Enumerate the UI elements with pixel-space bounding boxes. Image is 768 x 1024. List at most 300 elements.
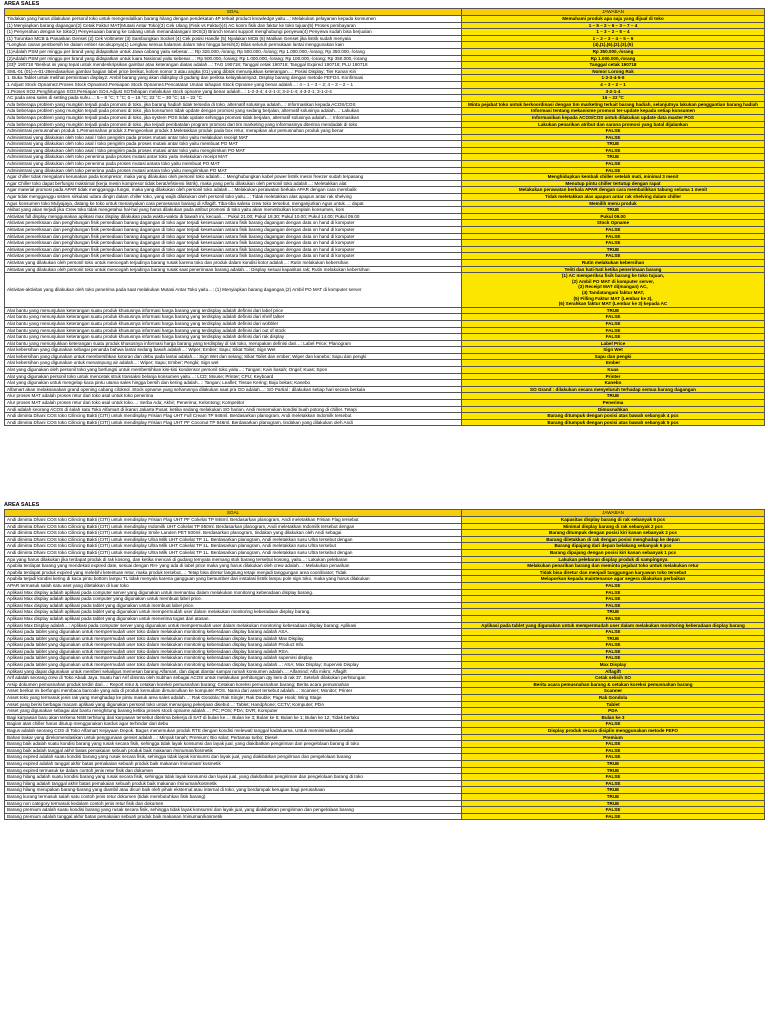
question-cell: Alat bantu yang menunjukan keterangan suatu produk khususnya informasi harga barang yang terdisplay adalah definisi dari out of stock — [5, 327, 462, 334]
question-cell: Alat bantu yang menunjukan keterangan suatu produk khususnya informasi harga barang yang terdisplay adalah definisi dari label price — [5, 307, 462, 314]
question-cell: Aktivitas yang dilakukan oleh personil toko untuk mencegah terjadinya barang rusak karena toko dan produk dalam kondisi kotor adalah…: Rutin melakukan kebersihan — [5, 259, 462, 266]
answer-cell: FALSE — [462, 589, 765, 596]
answer-cell: FALSE — [462, 227, 765, 234]
question-cell: Barang expired adalah tanggal akhir batas pemakaian sebuah produk baik makanan /minuman/ kosmetik — [5, 760, 462, 767]
table-row — [5, 207, 765, 214]
table-row — [5, 200, 765, 207]
table-row — [5, 701, 765, 708]
question-cell: Agar tidak mengganggu sistem sirkulasi udara dingin dalam chiller toko, yang wajib dilakukan oleh personil toko yaitu…: Tidak meletakkan alas apapun antar rak shelving — [5, 194, 462, 201]
table-row — [5, 523, 765, 530]
question-cell: Apabila terdapat produk expired yang melebihi ketentuan retur, maka produk tersebut…: Tetap bisa diretur langsung tetapi menjadi tanggungan area coordinator; Tidak — [5, 569, 462, 576]
answer-cell: TRUE — [462, 393, 765, 400]
answer-cell: Barang ditumpuk dengan posisi atas bawah sebanyak 5 pcs — [462, 419, 765, 426]
question-cell: Apabila terjadi kondisi kering di kaca pintu bottom lampu TL tidak menyala karena gangguan yang bersumber dari instalasi listrik lampu pole sign toko, maka yang harus dilakukan — [5, 576, 462, 583]
answer-cell: Lakukan pelebaran display produk di sampingnya — [462, 556, 765, 563]
table-row — [5, 582, 765, 589]
table-row — [5, 747, 765, 754]
answer-cell: Dimusnahkan — [462, 406, 765, 413]
answer-cell: Melaporkan kepada maintenance agar segera dilakukan perbaikan — [462, 576, 765, 583]
question-cell: Barang premium adalah suatu kondisi barang yang rusak secara fisik, sehingga tidak layak konsumsi dan layak jual, yang diakibatkan pengiriman dan pengelolaan barang — [5, 807, 462, 814]
answer-cell: TRUE — [462, 767, 765, 774]
table-row — [5, 167, 765, 174]
question-cell: Andi diminta Dhani COS toko Cilincing Bakti (CITI) untuk mendisplay Ultra Milk UHT Cokelat TP 1L. Berdasarkan planogram, Andi meletakkan susu Ultra tersebut dengan — [5, 549, 462, 556]
answer-cell: FALSE — [462, 629, 765, 636]
question-cell: Aktivitas pemeriksaan dan penghitungan fisik persediaan barang dagangan di toko agar terjadi kesesuaian antara fisik barang dagangan dengan data on hand di komputer — [5, 233, 462, 240]
answer-cell: TRUE — [462, 246, 765, 253]
question-cell: Aktivitas full display menggunakan aplikasi max display dilakukan pada waktu-waktu di bawah ini, kecuali…: Pukul 21.00; Pukul 18.30; Pukul 10.00; Pukul 14.00; Pukul 09.00 — [5, 213, 462, 220]
question-cell: Barang hilang adalah suatu kondisi barang yang rusak secara fisik, sehingga tidak layak konsumsi dan layak jual, yang diakibatkan pengiriman dan pengelolaan barang di toko — [5, 774, 462, 781]
table-row — [5, 194, 765, 201]
table-row — [5, 767, 765, 774]
table-row — [5, 629, 765, 636]
table-row — [5, 622, 765, 629]
table-row — [5, 334, 765, 341]
answer-cell: Menghidupkan kembali chiller setelah mati, minimal 3 menit — [462, 174, 765, 181]
table-row — [5, 88, 765, 95]
table-row — [5, 813, 765, 820]
answer-cell: TRUE — [462, 154, 765, 161]
table-row — [5, 695, 765, 702]
table-row — [5, 187, 765, 194]
question-cell: Alat bantu yang menunjukkan keterangan suatu produk khususnya informasi harga barang yang terdisplay di rak toko, merupakan definisi dari…: Label Price; Planogram — [5, 340, 462, 347]
table-row — [5, 530, 765, 537]
question-cell: SML-01 (01)-A-01-28endasarkan gambar bagian label price berikut, kolom nomor 3 atau angka (01) yang dibtok menunjukkan keterangan…: Posisi Display; Tier Kanan Kiri — [5, 68, 462, 75]
answer-cell: Melakukan penarikan barang dan meminta pejabat toko untuk melakukan retur — [462, 563, 765, 570]
answer-cell: TRUE — [462, 793, 765, 800]
question-cell: Bagian atas chiller harus ditutup menggunakan kardus agar terhindar dari debu — [5, 721, 462, 728]
answer-cell: FALSE — [462, 615, 765, 622]
question-cell: Alat yang digunakan untuk mengelap kaca pintu utama sales hingga bersih dan kering adalah…: Tangan; Leaflet; Tissue Kering; Baju bekas; Kanebo — [5, 380, 462, 387]
table-row — [5, 787, 765, 794]
table-row — [5, 662, 765, 669]
question-cell: Barang expired termasuk ke dalam contoh jenis retur fisik dan dokumen — [5, 767, 462, 774]
question-cell: AC pada area sales di setting pada suhu…: 5 – 8 °C; 7 °C; 0 – 16 °C; 22 °C – 30 °C; 16 – 22 °C — [5, 95, 462, 102]
question-cell: Administrasi yang dilakukan oleh toko penerima pada proses mutasi antara toko yaitu membuat PO MAT — [5, 161, 462, 168]
answer-cell: FALSE — [462, 741, 765, 748]
table-row — [5, 360, 765, 367]
table-row — [5, 161, 765, 168]
table-row — [5, 596, 765, 603]
answer-cell: Minimal display barang di rak sebanyak 2 pcs — [462, 523, 765, 530]
answer-cell: PDA — [462, 708, 765, 715]
answer-column-header: JAWABAN — [462, 9, 765, 16]
question-cell: Barang kurang termasuk salah satu contoh jenis retur dokumen (tidak membutuhkan fisik barang) — [5, 793, 462, 800]
answer-cell: Cetak selisih SO — [462, 675, 765, 682]
answer-cell: Tanggal cetak 190718 — [462, 62, 765, 69]
table-row — [5, 147, 765, 154]
question-cell: Aktivitas pemeriksaan dan penghitungan fisik persediaan barang dagangan di toko agar terjadi kesesuaian antara fisik barang dagangan dengan data on hand di komputer — [5, 246, 462, 253]
table-row — [5, 68, 765, 75]
table-row — [5, 213, 765, 220]
answer-cell: FALSE — [462, 233, 765, 240]
table-row — [5, 367, 765, 374]
answer-cell: Premium — [462, 734, 765, 741]
question-cell: Aplikasi pada tablet yang digunakan untuk mempermudah user toko dalam melakukan monitoring keberadaan display barang adalah Max Display. — [5, 635, 462, 642]
answer-cell: SO Grand : dilakukan secara menyeluruh terhadap semua barang dagangan — [462, 386, 765, 393]
table-row — [5, 549, 765, 556]
table-row — [5, 42, 765, 49]
answer-cell: 16 – 22 ºC — [462, 95, 765, 102]
answer-cell: Sapu dan pengki — [462, 353, 765, 360]
answer-cell: Rp 350.000,-/orang — [462, 48, 765, 55]
question-cell: (1) Turunkan MCB & Panaskan Genset (2) Cek Voltmeter (3) Sambungkan Socket (4) Cek posisi Handle (5) Nyalakan MCB (6) Matikan Genset jika listrik sudah menyala — [5, 35, 462, 42]
table-row — [5, 307, 765, 314]
answer-cell: TRUE — [462, 307, 765, 314]
answer-cell: (1) AC memperiksa fisik barang ke toko tujuan, (2) Ambil PO MAT di komputer server, (3) Receipt MAT di(mangan) AC, (4) Tandatangani faktur MAT, (5) Filling Faktur MAT (Lembar ke 3), (6) Serahkan faktur MAT (Lembar ke 3) kepada AC — [462, 273, 765, 308]
answer-cell: Alfagift — [462, 668, 765, 675]
table-row — [5, 273, 765, 308]
table-row — [5, 101, 765, 108]
table-row — [5, 688, 765, 695]
answer-cell: FALSE — [462, 648, 765, 655]
table-row — [5, 760, 765, 767]
answer-cell: FALSE — [462, 128, 765, 135]
question-cell: Alur proses MAT adalah proses retur dari toko asal untuk toko penerima — [5, 393, 462, 400]
table-row — [5, 141, 765, 148]
question-cell: Alat bantu yang menunjukan keterangan suatu produk khususnya informasi harga barang yang terdisplay adalah definisi dari wobbler — [5, 320, 462, 327]
table-row — [5, 95, 765, 102]
question-cell: Aplikasi pada tablet yang digunakan untuk mempermudah user toko dalam melakukan monitoring keberadaan display barang adalah Product Info. — [5, 642, 462, 649]
answer-cell: FALSE — [462, 596, 765, 603]
table-row — [5, 754, 765, 761]
question-cell: (1) Penyerahan dengan ke toko(2) Penyesuaian barang ke cabang untuk menandatangani SKS(3) Branch tenant support menghubungi penyewa(4) Penyewa sudah bisa berjualan — [5, 29, 462, 36]
table-row — [5, 259, 765, 266]
question-cell: Akibat yang akan terjadi jika Crew toko tidak mengetahui hal-hal yang harus dilakukan pada atribut promosi di toko yaitu akan menimbulkan komplain konsumen, kom — [5, 207, 462, 214]
answer-cell: FALSE — [462, 813, 765, 820]
answer-cell: 1 – 5 – 2 – 6 – 3 – 7 – 4 — [462, 22, 765, 29]
question-cell: Andi diminta Dhani COS toko Cilincing Bakti (CITI) untuk mendisplay Frisian Flag UHT Full Cream TP 946ml. Berdasarkan planogram, Andi meletakkan Indomilk tersebut — [5, 413, 462, 420]
table-row — [5, 114, 765, 121]
table-row — [5, 35, 765, 42]
question-cell: Aplikasi pada tablet yang digunakan untuk mempermudah user toko dalam melakukan monitoring keberadaan display barang adalah RSA. — [5, 648, 462, 655]
table-row — [5, 556, 765, 563]
question-cell: Alat kebersihan yang digunakan untuk membersihkan kotoran dan debu pada lantai adalah…: Sign Wet dan selang; Sikat Toilet dan ember; Wiper dan kanebo; Sapu dan pengki — [5, 353, 462, 360]
answer-cell: FALSE — [462, 754, 765, 761]
answer-cell: TRUE — [462, 609, 765, 616]
answer-cell: Informasi tentang mekanisme promosi ter-update kepada setiap konsumen — [462, 108, 765, 115]
table-row — [5, 728, 765, 735]
question-cell: Alat kebersihan yang digunakan untuk menampung air adalah…: Wiper; Sapu; Ember; Pengki; Sign wet — [5, 360, 462, 367]
answer-cell: Penerima — [462, 400, 765, 407]
question-cell: Ada beberapa problem yang mungkin terjadi pada promosi di toko, jika konsumen tidak update dengan promosi yang sedang berjalan, alternatif solusinya adalah…: Lakukan — [5, 108, 462, 115]
table-row — [5, 741, 765, 748]
question-cell: Andi diminta Dhani COS toko Cilincing Bakti (CITI) untuk mendisplay Ultra Milk UHT Cokelat TP 1L. Berdasarkan planogram, Andi meletakkan susu Ultra tersebut — [5, 543, 462, 550]
question-cell: Administrasi pemusnahan produk 1.Pemusnahan produk 2.Pengecekan produk 3.Meletakkan produk pada box retur, merapikan alur pemusnahan produk yang benar — [5, 128, 462, 135]
question-cell: 1.Adjust Stock Opname2.Proses Stock Opname3.Persiapan Stock Opname4.Pencatatan Urutan tahapan Stock Opname yang benar adalah…: 4 – 1 – 3 – 2; 4 – 3 – 2 – 1 — [5, 81, 462, 88]
question-cell: Aplikasi Max display adalah aplikasi pada tablet yang digunakan untuk mempermudah user dalam melakukan monitoring keberadaan display barang. — [5, 609, 462, 616]
question-cell: Ada beberapa problem yang mungkin terjadi pada promosi di toko, jika terjadi pembatalan program promosi dari tim marketing yang informasinya diterima mendadak di toko — [5, 121, 462, 128]
section-title: AREA SALES — [4, 502, 40, 508]
answer-cell: Memilih menu produk — [462, 200, 765, 207]
question-cell: Aplikasi pada tablet yang digunakan untuk mempermudah user toko dalam melakukan monitoring keberadaan display barang adalah supervisi display. — [5, 655, 462, 662]
answer-cell: Teliti dan hati-hati ketika penerimaan barang — [462, 266, 765, 273]
answer-cell: Rutin melakukan kebersihan — [462, 259, 765, 266]
table-row — [5, 655, 765, 662]
table-header-row — [5, 510, 765, 517]
table-row — [5, 714, 765, 721]
answer-cell: TRUE — [462, 207, 765, 214]
question-cell: Barang baik adalah suatu kondisi barang yang rusak secara fisik, sehingga tidak layak konsumsi dan layak jual, yang diakibatkan pengiriman dan pengelolaan barang di toko — [5, 741, 462, 748]
question-cell: (2)Adalah PSM per minggu per brand yang didapatkan untuk luara Nasional yaitu sebesar…: Rp 500.000,-/orang; Rp 1.000.000,-/orang; Rp 100.000,-/orang; Rp 350.000,-/orang — [5, 55, 462, 62]
answer-cell: FALSE — [462, 327, 765, 334]
question-cell: Administrasi yang dilakukan oleh toko asal / toko pengirim pada proses mutasi antar toko yaitu membuat PO MAT — [5, 141, 462, 148]
question-cell: Andi diminta Dhani COS toko Cilincing Bakti (CITI) untuk mendisplay Smile Laruten PET 500ml. Berdasarkan planogram, tindakan yang dilakukan oleh Andi sebagai — [5, 530, 462, 537]
question-cell: Aplikasi pada tablet yang digunakan untuk mempermudah user toko dalam melakukan monitoring keberadaan display barang adalah…: ASA; Max Display; Supervisi Display — [5, 662, 462, 669]
answer-cell: FALSE — [462, 774, 765, 781]
answer-cell: Tidak bisa diretur dan menjadi tanggungan karyawan toko tersebut — [462, 569, 765, 576]
answer-cell: Melakukan perawatan berkala APAR dengan cara membalikkan tabung selama 1 menit — [462, 187, 765, 194]
answer-cell: FALSE — [462, 134, 765, 141]
table-row — [5, 314, 765, 321]
answer-cell: FALSE — [462, 161, 765, 168]
table-row — [5, 154, 765, 161]
answer-cell: FALSE — [462, 780, 765, 787]
question-cell: [33]* 190718 *Berikut ini yang tepat untuk mendeskripsikan gambar atau keterangan diatas adalah…: TAG 190718; Tanggal cetak 190718; Tanggal Expired 190718; PLU 190718 — [5, 62, 462, 69]
answer-cell: Barang dipajang dari depan belakang sebanyak 5 pcs — [462, 543, 765, 550]
answer-cell: Label Price — [462, 340, 765, 347]
question-cell: Tindakan yang harus dilakukan personil toko untuk mengendalikan barang hilang dengan pendekatan 4P terkait product knowledge yaitu…: Melakukan pelayanan kepada konsumen — [5, 16, 462, 23]
qa-table — [4, 8, 765, 426]
question-cell: Alat bantu yang menunjukan keterangan suatu produk khususnya informasi harga barang yang terdisplay adalah definisi dari rak display — [5, 334, 462, 341]
question-cell: Alur proses MAT adalah proses retur dari toko asal untuk toko…: Serba Ada; Akhir; Penerima; Kelontong; Kompetitor — [5, 400, 462, 407]
answer-cell: Kanebo — [462, 380, 765, 387]
table-row — [5, 413, 765, 420]
table-row — [5, 793, 765, 800]
table-row — [5, 233, 765, 240]
table-row — [5, 373, 765, 380]
answer-cell: Tidak meletakkan alas apapun antar rak shelving dalam chiller — [462, 194, 765, 201]
question-cell: (1) Menyiapkan barang dagangan(2) Cetak Faktur MAT(Mutasi Antar Toko)(3) Cek Ulang (Fisik vs Faktur)(4) AC konm fisik dan faktur ke toko tujuan(5) Proses pembayaran — [5, 22, 462, 29]
answer-cell: Menutup pintu chiller tertutup dengan rapat — [462, 180, 765, 187]
answer-cell: FALSE — [462, 582, 765, 589]
table-row — [5, 353, 765, 360]
answer-cell: Scanner — [462, 688, 765, 695]
question-cell: Aplikasi pada tablet yang digunakan untuk mempermudah user toko dalam melakukan monitoring keberadaan display barang adalah ASA. — [5, 629, 462, 636]
question-cell: Apabila terdapat barang yang mendekati expired date, sesuai dengan RH- yang ada di label price maka yang harus dilakukan oleh crew adalah…: Melakukan penarikan — [5, 563, 462, 570]
answer-cell: Ember — [462, 360, 765, 367]
answer-cell: FALSE — [462, 253, 765, 260]
table-row — [5, 108, 765, 115]
table-row — [5, 320, 765, 327]
qa-table — [4, 509, 765, 820]
question-cell: Barang premium adalah tanggal akhir batas pemakaian sebuah produk baik makanan /minuman/kosmetik — [5, 813, 462, 820]
answer-cell: FALSE — [462, 334, 765, 341]
table-row — [5, 517, 765, 524]
question-cell: Bahan bakar yang direkomendasikan untuk penggunaan genset adalah…: Minyak tanah; Premium; Bio solar; Pertamax turbo; Diesel — [5, 734, 462, 741]
answer-cell: (4),(1),(6),(2),(3),(5) — [462, 42, 765, 49]
question-cell: 1.Proses SO2.Penghitungan SO3.Persiapan SO4.Adjust SOTahapan melakukan stock opname yang benar adalah…: 1-2-3-4; 4-2-1-3; 3-2-1-4; 4-3-2-1; 3-1-2-4 — [5, 88, 462, 95]
table-row — [5, 569, 765, 576]
question-cell: Aktivitas yang dilakukan oleh personil toko untuk mencegah terjadinya barang rusak saat penerimaan barang adalah…: Display sesuai kapasitas rak; Rutin melakukan kebersihan — [5, 266, 462, 273]
question-cell: 1. Buka Tablet untuk melihat permintaan display2. Ambil barang yang akan didisplay di gudang dan periksa kelayakannya3. Display barang dengan metode FEFO4. Konfirmasi — [5, 75, 462, 82]
table-row — [5, 227, 765, 234]
question-cell: Barang hilang adalah tanggal akhir batas pemakaian sebuah produk baik makanan /minuman/kosmetik — [5, 780, 462, 787]
question-cell: Aktivitas pemeriksaan dan penghitungan fisik persediaan barang dagangan di toko agar terjadi kesesuaian antara fisik barang dagangan dengan data on hand di komputer — [5, 220, 462, 227]
question-cell: Aktivitas-aktivitas yang dilakukan oleh toko penerima pada saat melakukan Mutasi Antar Toko yaitu…: (1) Menyiapkan barang dagangan,(2) Ambil PO MAT di komputer server — [5, 273, 462, 308]
question-cell: Aktivitas pemeriksaan dan penghitungan fisik persediaan barang dagangan di toko agar terjadi kesesuaian antara fisik barang dagangan dengan data on hand di komputer — [5, 227, 462, 234]
table-row — [5, 180, 765, 187]
answer-cell: Rak Gondola — [462, 695, 765, 702]
question-cell: Arsip dokumen pemusnahan produk terdiri dari…: Report retur & cetakan koreksi pemusnahan barang; Cetakan koreksi pemusnahan barang; Berita acara pemusnahan — [5, 681, 462, 688]
answer-cell: Bulan ke 3 — [462, 714, 765, 721]
question-cell: Andi diminta Dhani COS toko Cilincing Bakti (CITI) untuk mendisplay Frisian Flag UHT PF Coconut TP 946ml. Berdasarkan planogram, tindakan yang dilakukan oleh Andi — [5, 419, 462, 426]
question-cell: Administrasi yang dilakukan oleh toko asal / toko pengirim pada proses mutasi antar toko yaitu melakukan receipt MAT — [5, 134, 462, 141]
section-title: AREA SALES — [4, 1, 40, 7]
question-cell: Asset toko yang termasuk jenis rak yang menghadap ke pintu masuk area sales adalah…: Rak Gondola; Rak Single; Rak Double; Page Hook; Wing Stage — [5, 695, 462, 702]
answer-cell: 4 – 3 – 2 – 1 — [462, 81, 765, 88]
question-cell: Andi diminta Dhani COS toko Cilincing Bakti (CITI) untuk mendisplay Ultra Milk UHT Cokelat TP 1L. Berdasarkan planogram, Andi meletakkan susu Ultra tersebut dengan — [5, 536, 462, 543]
question-cell: Administrasi yang dilakukan oleh toko penerima pada proses mutasi antara toko yaitu mengirimkan PO MAT — [5, 167, 462, 174]
table-row — [5, 266, 765, 273]
answer-cell: 1 – 3 – 2 – 5 – 4 — [462, 29, 765, 36]
question-cell: Agar chiller tidak mengalami kerusakan pada kompresor, maka yang dilakukan oleh personil toko adalah…: Menghubungkan kabel power listrik mesin freezer sudah terpasang — [5, 174, 462, 181]
answer-cell: FALSE — [462, 807, 765, 814]
answer-cell: Barang ditumpuk dengan posisi atas bawah sebanyak 4 pcs — [462, 413, 765, 420]
table-row — [5, 609, 765, 616]
table-row — [5, 340, 765, 347]
question-cell: Apa yang harus dilakukan jika terdapat produk di rak kosong, dan ketika mencari di gudang ternyata memang stok barang tersebut kosong, yaitu…: Lakukan pelebaran — [5, 556, 462, 563]
table-row — [5, 48, 765, 55]
answer-cell: Lakukan penarikan atribut dan sarana promosi yang batal dijalankan — [462, 121, 765, 128]
answer-cell: Sign Wet — [462, 347, 765, 354]
answer-cell: TRUE — [462, 760, 765, 767]
question-cell: Andi adalah seorang ACOS di salah satu Toko Alfamart di ikaran Jakarta Pusat. ketika sedang melakukan SO harian, Andi menemukan kondisi buah potong di chiller. Tetapi — [5, 406, 462, 413]
answer-cell: FALSE — [462, 320, 765, 327]
answer-cell: Berita acara pemusnahan barang & cetakan koreksi pemusnahan barang — [462, 681, 765, 688]
table-row — [5, 589, 765, 596]
table-row — [5, 406, 765, 413]
table-row — [5, 642, 765, 649]
answer-cell: FALSE — [462, 747, 765, 754]
table-row — [5, 128, 765, 135]
table-row — [5, 327, 765, 334]
question-cell: Agus konsumen toko Mulyajaya, datang ke toko untuk menanyakan cara pemesanan barang di Alfagift. Tiba-tiba salesu crew toko tersebut, menganjurkan Agus untuk…: dapat — [5, 200, 462, 207]
answer-cell: FALSE — [462, 314, 765, 321]
table-row — [5, 675, 765, 682]
answer-cell: Display produk secara disiplin menggunakan metode FEFO — [462, 728, 765, 735]
table-row — [5, 347, 765, 354]
table-row — [5, 55, 765, 62]
question-cell: Arif adalah seorang crew di Toko Abadi Jaya. Suatu hari Arif diminta oleh Subhan sebagai ACOS untuk melakukan perhitungan qty item di rak 37. Setelah dilakukan perhitungan — [5, 675, 462, 682]
question-cell: Andi diminta Dhani COS toko Cilincing Bakti (CITI) untuk mendisplay Indomilk UHT Cokelat TP 950ml. Berdasarkan planogram, Andi meletakkan Indomilk tersebut dengan — [5, 523, 462, 530]
table-row — [5, 602, 765, 609]
question-cell: Aplikasi Max display adalah aplikasi pada computer server yang digunakan untuk memantau dalam melakukan monitoring keberadaan display barang. — [5, 589, 462, 596]
answer-cell: 1 – 2 – 3 – 4 – 5 – 6 — [462, 35, 765, 42]
answer-cell: FALSE — [462, 167, 765, 174]
question-cell: Aktivitas pemeriksaan dan penghitungan fisik persediaan barang dagangan di toko agar terjadi kesesuaian antara fisik barang dagangan dengan data on hand di komputer — [5, 253, 462, 260]
table-row — [5, 246, 765, 253]
table-row — [5, 419, 765, 426]
question-cell: Alat bantu yang menunjukan keterangan suatu produk khususnya informasi harga barang yang terdisplay adalah definisi dari shelf talker — [5, 314, 462, 321]
answer-cell: Rp 1.000.000,-/orang — [462, 55, 765, 62]
answer-cell: Nomor Lorong Rak — [462, 68, 765, 75]
table-row — [5, 681, 765, 688]
answer-cell: TRUE — [462, 141, 765, 148]
question-cell: Barang expired adalah suatu kondisi barang yang rusak secara fisik, sehingga tidak layak konsumsi dan layak jual, yang diakibatkan pengiriman dan pengelolaan barang — [5, 754, 462, 761]
question-cell: Asset yang berisi berbagai macam aplikasi yang digunakan personil toko untuk menunjang pekerjaan disebut…: Tablet; Handphone; CCTV; Komputer; PDA — [5, 701, 462, 708]
table-row — [5, 543, 765, 550]
question-cell: (1)Adalah PSM per minggu per brand yang didapatkan untuk Jawa cabang yaitu sebesar…: Rp 326.000,-/orang; Rp 500.000,-/orang; Rp 1.000.000,-/orang; Rp 350.000,-/orang — [5, 48, 462, 55]
table-header-row — [5, 9, 765, 16]
table-row — [5, 29, 765, 36]
table-row — [5, 708, 765, 715]
question-cell: Aplikasi Max display adalah aplikasi pada tablet yang digunakan untuk membuat label price. — [5, 602, 462, 609]
question-cell: Aplikasi Max Display adalah…: Aplikasi pada computer server yang digunakan untuk mempermudah user dalam melakukan monitoring keberadaan display barang; Aplikasi — [5, 622, 462, 629]
table-row — [5, 734, 765, 741]
table-row — [5, 81, 765, 88]
question-cell: Alat kebersihan yang digunakan sebagai penanda bahwa lantai sedang basah adalah…: Wiper; Ember; Sapu; Sikat Toilet; Sign Wet — [5, 347, 462, 354]
question-cell: Barang hilang merupakan barang-barang yang diambil atau dicuri baik oleh pihak eksternal atau internal di toko, yang berdampak kerugian bagi perusahaan — [5, 787, 462, 794]
table-row — [5, 800, 765, 807]
table-row — [5, 648, 765, 655]
answer-cell: Aplikasi pada tablet yang digunakan untuk mempermudah user dalam melakukan monitoring keberadaan display barang — [462, 622, 765, 629]
table-row — [5, 615, 765, 622]
question-cell: Barang non category termasuk kedalam contoh jenis retur fisik dan dokumen — [5, 800, 462, 807]
answer-cell: TRUE — [462, 787, 765, 794]
question-cell: Andi diminta Dhani COS toko Cilincing Bakti (CITI) untuk mendisplay Frisian Flag UHT PF Cokelat TP 946ml. Berdasarkan planogram, Andi meletakkan Frisian Flag tersebut — [5, 517, 462, 524]
answer-cell: Informasikan kepada ACOS/COS untuk dilakukan update data master POS — [462, 114, 765, 121]
answer-cell: Barang dipajang dengan posisi kiri kanan sebanyak 1 pcs — [462, 549, 765, 556]
answer-cell: Tablet — [462, 701, 765, 708]
answer-cell: Barang ditumpuk dengan posisi kiri kanan sebanyak 2 pcs — [462, 530, 765, 537]
table-row — [5, 635, 765, 642]
answer-cell: FALSE — [462, 721, 765, 728]
question-cell: Agar material promosi pada APAR tidak mengganggu fungsi, maka yang dilakukan oleh personil toko adalah…: Melakukan perawatan berkala APAR dengan cara membalik — [5, 187, 462, 194]
answer-cell: Barang diletakkan di rak dengan posisi menghadap ke depan — [462, 536, 765, 543]
table-row — [5, 721, 765, 728]
answer-cell: Stock Opname — [462, 220, 765, 227]
table-row — [5, 240, 765, 247]
table-row — [5, 780, 765, 787]
answer-column-header: JAWABAN — [462, 510, 765, 517]
answer-cell: Max Display — [462, 662, 765, 669]
question-cell: Aktivitas pemeriksaan dan penghitungan fisik persediaan barang dagangan di toko agar terjadi kesesuaian antara fisik barang dagangan dengan data on hand di komputer — [5, 240, 462, 247]
answer-cell: Minta pejabat toko untuk berkoordinasi dengan tim marketing terkait barang hadiah, selanjutnya lakukan penggantian barang hadiah — [462, 101, 765, 108]
table-row — [5, 393, 765, 400]
question-cell: Ada beberapa problem yang mungkin terjadi pada promosi di toko, jika system POS tidak update sehingga promosi tidak berjalan, alternatif solusinya adalah…: Informasikan — [5, 114, 462, 121]
question-cell: Ada beberapa problem yang mungkin terjadi pada promosi di toko, jika barang hadiah tidak tersedia di toko, alternatif solusinya adalah…: Informasikan kepada ACOS/COS — [5, 101, 462, 108]
answer-cell: 3-2-1-4 — [462, 88, 765, 95]
table-row — [5, 22, 765, 29]
question-cell: Bagus adalah seorang COS di Toko Alfamart Kejayaan Depok. Bagus menemukan produk RTE dengan kondisi melewati tanggal kadaluarsa. Untuk meminimalkan produk — [5, 728, 462, 735]
table-row — [5, 121, 765, 128]
question-cell: Aplikasi Max display adalah aplikasi pada computer yang digunakan untuk membuat label price. — [5, 596, 462, 603]
question-cell: Asset yang digunakan sebagai alat bantu menghitung barang ketika proses stock opname adalah…: PC; POS; PDA; DVR; Komputer — [5, 708, 462, 715]
answer-cell: Kuas — [462, 367, 765, 374]
question-cell: Asset berikut ini berfungsi membaca barcode yang ada di produk kemudian dimunculkan ke komputer POS. Nama dari asset tersebut adalah…: Scanner; Monitor; Printer — [5, 688, 462, 695]
answer-cell: TRUE — [462, 800, 765, 807]
answer-cell: Memahami produk apa saja yang dijual di toko — [462, 16, 765, 23]
table-row — [5, 220, 765, 227]
question-column-header: SOAL — [5, 9, 462, 16]
answer-cell: FALSE — [462, 655, 765, 662]
question-cell: Aplikasi Max display adalah aplikasi pada tablet yang digunakan untuk menerima tugas dari atasan. — [5, 615, 462, 622]
table-row — [5, 807, 765, 814]
table-row — [5, 400, 765, 407]
table-row — [5, 174, 765, 181]
table-row — [5, 16, 765, 23]
table-row — [5, 563, 765, 570]
table-row — [5, 576, 765, 583]
answer-cell: FALSE — [462, 602, 765, 609]
sales-section-2 — [4, 501, 764, 820]
question-column-header: SOAL — [5, 510, 462, 517]
question-cell: Barang baik adalah tanggal akhir batas pemakaian sebuah produk baik makanan /minuman/kosmetik — [5, 747, 462, 754]
question-cell: Alat yang digunakan oleh personil toko yang berfungsi untuk membersihkan kisi-kisi kondensor personil toko yaitu…: Tangan; Kain basah; Ongel; Kuas; Spon — [5, 367, 462, 374]
question-cell: Administrasi yang dilakukan oleh toko penerima pada proses mutasi antar toko yaitu melakukan receipt MAT — [5, 154, 462, 161]
question-cell: Administrasi yang dilakukan oleh toko asal / toko pengirim pada proses mutasi antar toko yaitu mengirimkan PO MAT — [5, 147, 462, 154]
question-cell: *Lengkan cairan pembersih ke dalam ember secukupnya(1) Lengkau semua halaman dalam toko hingga bersih(2) Bilas seluruh permukaan lantai menggunakan kain — [5, 42, 462, 49]
